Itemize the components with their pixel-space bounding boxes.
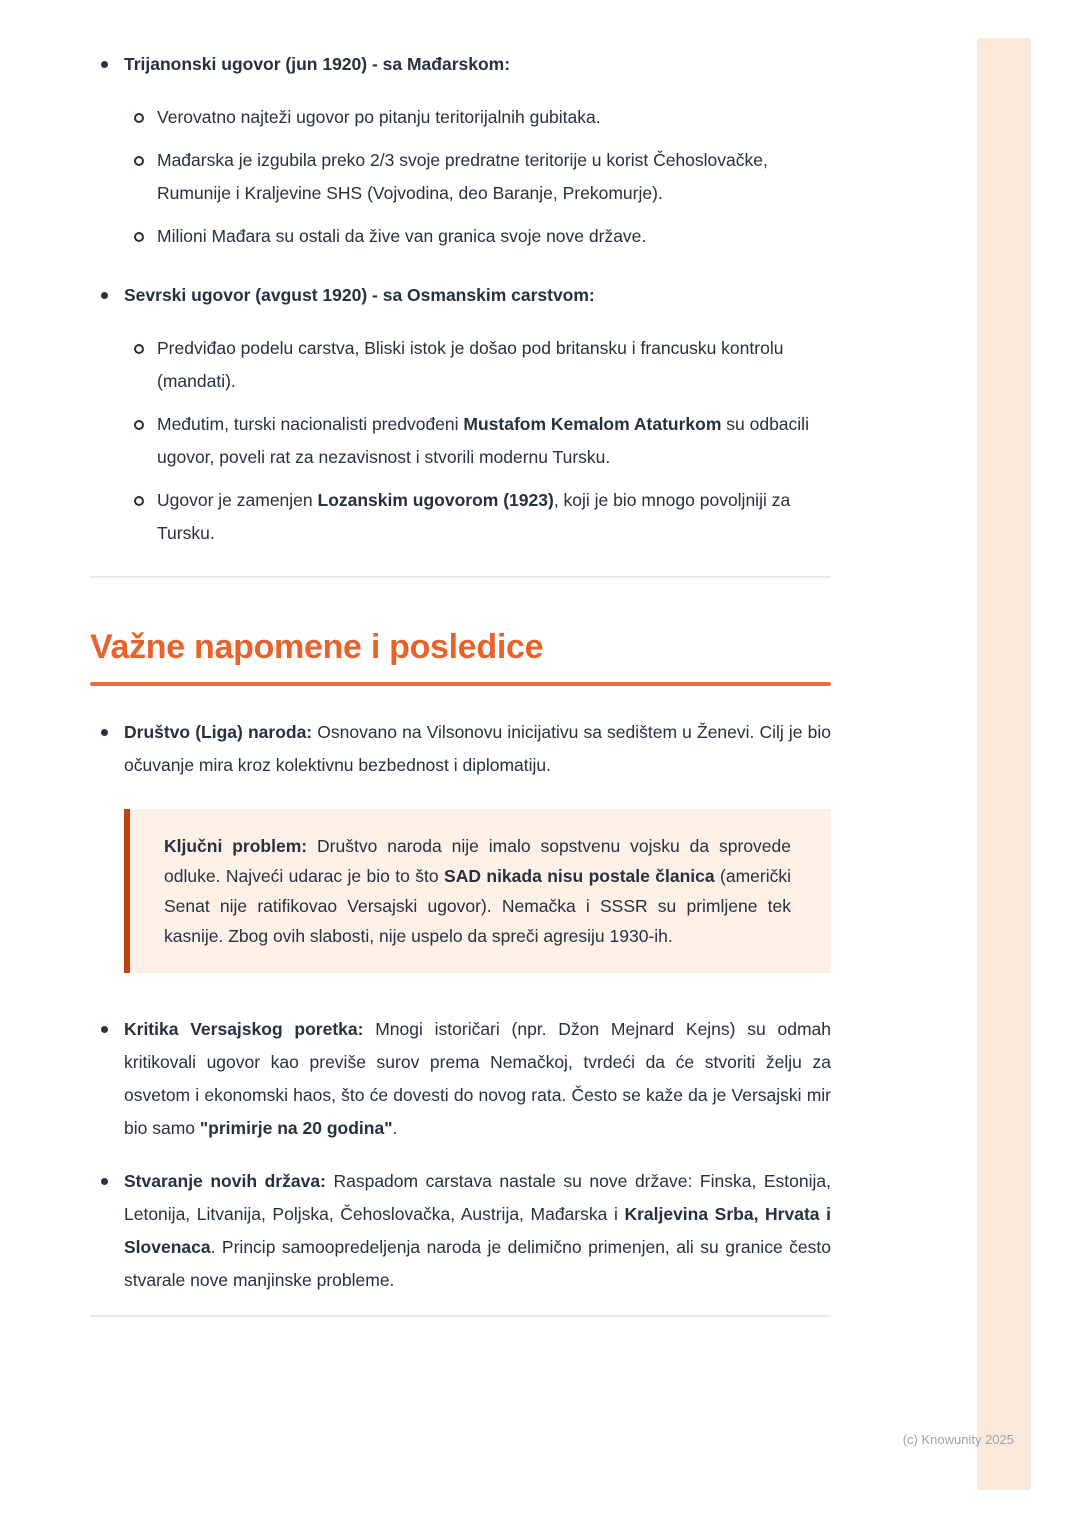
bullet-circle-icon [134, 156, 144, 166]
bullet-dot-icon [101, 1178, 108, 1185]
bullet-circle-icon [134, 496, 144, 506]
sub-list-item [90, 408, 831, 474]
list-item-text: Kritika Versajskog poretka: Mnogi istoričari (npr. Džon Mejnard Kejns) su odmah kritikovali ugovor kao previše surov prema Nemačkoj, tvrdeći da će stvoriti želju za osvetom i ekonomski haos, što će dovesti do novog rata. Često se kaže da je Versajski mir bio samo "primirje na 20 godina". [124, 1019, 831, 1138]
list-item-league-of-nations [90, 716, 831, 782]
page-edge-accent-bar [977, 38, 1031, 1490]
sub-list-item-text: Međutim, turski nacionalisti predvođeni Mustafom Kemalom Ataturkom su odbacili ugovor, poveli rat za nezavisnost i stvorili modernu Tursku. [157, 414, 809, 467]
callout-box [124, 809, 831, 973]
list-item-text: Društvo (Liga) naroda: Osnovano na Vilsonovu inicijativu sa sedištem u Ženevi. Cilj je bio očuvanje mira kroz kolektivnu bezbednost i diplomatiju. [124, 722, 831, 775]
list-item-sevres [90, 279, 831, 550]
sub-list-item-text: Verovatno najteži ugovor po pitanju teritorijalnih gubitaka. [157, 107, 601, 127]
bullet-circle-icon [134, 232, 144, 242]
list-item-critique [90, 1013, 831, 1145]
sub-list-item [90, 484, 831, 550]
sub-list-item [90, 101, 831, 134]
list-item-new-states [90, 1165, 831, 1297]
divider [90, 576, 831, 578]
sub-list-item-text: Ugovor je zamenjen Lozanskim ugovorom (1923), koji je bio mnogo povoljniji za Tursku. [157, 490, 791, 543]
list-item-trianon [90, 48, 831, 253]
list-item-title [90, 48, 831, 81]
bullet-circle-icon [134, 113, 144, 123]
sub-list-item [90, 220, 831, 253]
callout-text: Ključni problem: Društvo naroda nije imalo sopstvenu vojsku da sprovede odluke. Najveći udarac je bio to što SAD nikada nisu postale članica (američki Senat nije ratifikovao Versajski ugovor). Nemačka i SSSR su primljene tek kasnije. Zbog ovih slabosti, nije uspelo da spreči agresiju 1930-ih. [164, 836, 792, 946]
list-item-title [90, 279, 831, 312]
copyright-text: (c) Knowunity 2025 [902, 1432, 1014, 1447]
list-item-text: Stvaranje novih država: Raspadom carstava nastale su nove države: Finska, Estonija, Letonija, Litvanija, Poljska, Čehoslovačka, Austrija, Mađarska i Kraljevina Srba, Hrvata i Slovenaca. Princip samoopredeljenja naroda je delimično primenjen, ali su granice često stvarale nove manjinske probleme. [124, 1171, 832, 1290]
sub-list-item [90, 332, 831, 398]
sub-list-item-text: Mađarska je izgubila preko 2/3 svoje predratne teritorije u korist Čehoslovačke, Rumunije i Kraljevine SHS (Vojvodina, deo Baranje, Prekomurje). [157, 150, 768, 203]
page-content [90, 48, 831, 1317]
divider [90, 1315, 831, 1317]
section-heading: Važne napomene i posledice [90, 628, 544, 666]
sub-list-item-text: Milioni Mađara su ostali da žive van granica svoje nove države. [157, 226, 647, 246]
list-item-text: Sevrski ugovor (avgust 1920) - sa Osmanskim carstvom: [124, 285, 595, 305]
bullet-dot-icon [101, 61, 108, 68]
sub-list-item-text: Predviđao podelu carstva, Bliski istok je došao pod britansku i francusku kontrolu (mandati). [157, 338, 784, 391]
bullet-dot-icon [101, 1026, 108, 1033]
list-item-text: Trijanonski ugovor (jun 1920) - sa Mađarskom: [124, 54, 511, 74]
bullet-circle-icon [134, 344, 144, 354]
bullet-circle-icon [134, 420, 144, 430]
bullet-dot-icon [101, 729, 108, 736]
sub-list-item [90, 144, 831, 210]
bullet-dot-icon [101, 292, 108, 299]
heading-underline [90, 682, 831, 686]
